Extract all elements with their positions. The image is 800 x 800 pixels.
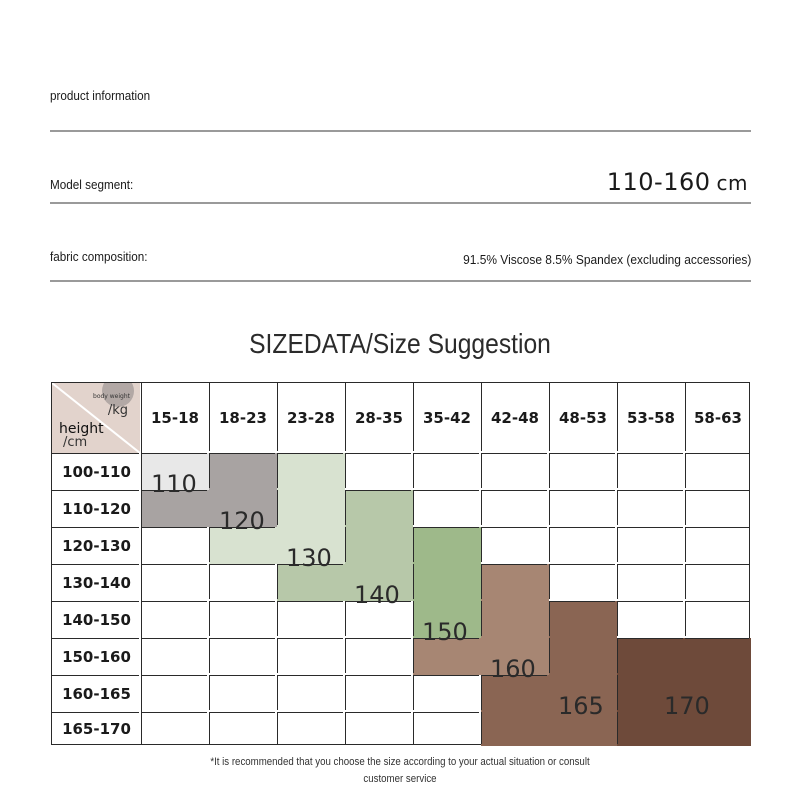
grid-line: [685, 527, 686, 562]
grid-line: [209, 601, 275, 602]
footnote-line-2: customer service: [363, 773, 437, 785]
size-label-150: 150: [422, 618, 468, 646]
grid-line: [413, 453, 479, 454]
grid-line: [209, 601, 210, 636]
grid-line: [413, 601, 414, 636]
grid-line: [141, 527, 207, 528]
fabric-composition-value: 91.5% Viscose 8.5% Spandex (excluding accessories): [462, 252, 751, 267]
weight-column-header: 18-23: [219, 409, 267, 427]
grid-line: [413, 675, 479, 676]
grid-line: [549, 601, 550, 636]
grid-line: [345, 601, 346, 636]
model-segment-label: Model segment:: [50, 177, 134, 192]
weight-column-header: 35-42: [423, 409, 471, 427]
grid-line: [413, 490, 479, 491]
grid-line: [345, 490, 346, 525]
grid-line: [685, 601, 749, 602]
product-information-heading: product information: [50, 88, 151, 103]
grid-line: [209, 638, 210, 673]
size-label-140: 140: [354, 581, 400, 609]
size-label-160: 160: [490, 655, 536, 683]
size-band-120: [209, 453, 277, 490]
grid-line: [481, 527, 547, 528]
size-label-170: 170: [664, 692, 710, 720]
grid-line: [481, 453, 482, 488]
grid-line: [141, 712, 207, 713]
grid-line: [481, 564, 482, 599]
grid-line: [685, 453, 749, 454]
size-label-120: 120: [219, 507, 265, 535]
height-row-header: 165-170: [62, 720, 131, 738]
grid-line: [617, 638, 618, 673]
grid-line: [277, 712, 343, 713]
grid-line: [277, 712, 278, 744]
grid-line: [685, 527, 749, 528]
footnote-line-1: *It is recommended that you choose the size according to your actual situation or consult: [210, 756, 590, 768]
size-label-110: 110: [151, 470, 197, 498]
grid-line: [345, 638, 346, 673]
grid-line: [277, 675, 343, 676]
height-row-header: 160-165: [62, 684, 131, 703]
grid-line: [617, 601, 618, 636]
grid-line: [141, 675, 207, 676]
size-band-165: [549, 601, 617, 746]
grid-line: [685, 564, 686, 599]
grid-line: [345, 675, 346, 710]
grid-line: [481, 490, 482, 525]
height-row-header: 100-110: [62, 462, 131, 481]
height-row-header: 130-140: [62, 573, 131, 592]
weight-column-header: 23-28: [287, 409, 335, 427]
grid-line: [413, 453, 414, 488]
grid-line: [345, 453, 346, 488]
grid-line: [277, 601, 343, 602]
size-suggestion-title: SIZEDATA/Size Suggestion: [249, 328, 551, 359]
corner-height-unit: /cm: [63, 435, 88, 450]
model-segment-unit: cm: [716, 171, 748, 195]
grid-line: [345, 638, 411, 639]
grid-line: [345, 675, 411, 676]
grid-line: [277, 490, 278, 525]
corner-weight-label: body weight: [93, 393, 130, 400]
grid-line: [209, 712, 210, 744]
grid-line: [685, 601, 686, 636]
grid-line: [413, 490, 414, 525]
grid-line: [413, 527, 414, 562]
size-band-165: [481, 675, 549, 746]
grid-line: [277, 453, 343, 454]
height-row-header: 140-150: [62, 610, 131, 629]
grid-line: [141, 638, 207, 639]
grid-line: [209, 638, 275, 639]
grid-line: [481, 490, 547, 491]
grid-line: [549, 453, 550, 488]
grid-line: [413, 638, 414, 673]
grid-line: [617, 527, 618, 562]
grid-line: [209, 527, 210, 562]
grid-line: [549, 527, 615, 528]
grid-line: [617, 564, 683, 565]
corner-weight-unit: /kg: [107, 403, 128, 418]
grid-line: [685, 490, 749, 491]
grid-line: [345, 712, 411, 713]
grid-line: [413, 527, 479, 528]
grid-line: [617, 527, 683, 528]
grid-line: [617, 490, 618, 525]
table-corner-header: [52, 383, 140, 453]
grid-line: [277, 638, 278, 673]
grid-line: [481, 527, 482, 562]
grid-line: [277, 675, 278, 710]
height-row-header: 110-120: [62, 499, 131, 518]
grid-line: [277, 601, 278, 636]
grid-line: [481, 564, 547, 565]
weight-column-header: 42-48: [491, 409, 539, 427]
grid-line: [685, 638, 749, 639]
grid-line: [617, 638, 683, 639]
grid-line: [209, 564, 210, 599]
grid-line: [481, 712, 482, 744]
grid-line: [685, 453, 686, 488]
grid-line: [209, 675, 210, 710]
grid-line: [685, 490, 686, 525]
grid-line: [617, 453, 618, 488]
grid-line: [277, 638, 343, 639]
grid-line: [617, 453, 683, 454]
grid-line: [209, 675, 275, 676]
size-chart-table: [51, 382, 750, 745]
grid-line: [345, 490, 411, 491]
grid-line: [617, 564, 618, 599]
grid-line: [413, 712, 479, 713]
grid-line: [209, 712, 275, 713]
grid-line: [209, 453, 210, 488]
grid-line: [549, 564, 615, 565]
grid-line: [481, 675, 482, 710]
model-segment-value: [607, 168, 748, 196]
grid-line: [549, 490, 550, 525]
grid-line: [277, 564, 278, 599]
grid-line: [549, 638, 550, 673]
grid-line: [413, 712, 414, 744]
grid-line: [481, 601, 482, 636]
grid-line: [549, 490, 615, 491]
corner-height-label: height: [59, 421, 104, 437]
grid-line: [345, 453, 411, 454]
grid-line: [209, 564, 275, 565]
grid-line: [209, 453, 275, 454]
weight-column-header: 53-58: [627, 409, 675, 427]
grid-line: [345, 527, 346, 562]
weight-column-header: 28-35: [355, 409, 403, 427]
grid-line: [413, 675, 414, 710]
divider: [50, 202, 751, 204]
grid-line: [141, 601, 207, 602]
model-segment-range: 110-160: [606, 168, 711, 196]
size-label-165: 165: [558, 692, 604, 720]
weight-column-header: 15-18: [151, 409, 199, 427]
grid-line: [685, 564, 749, 565]
weight-column-header: 48-53: [559, 409, 607, 427]
grid-line: [617, 490, 683, 491]
grid-line: [413, 564, 414, 599]
grid-line: [549, 601, 615, 602]
grid-line: [549, 564, 550, 599]
size-label-130: 130: [286, 544, 332, 572]
grid-line: [617, 601, 683, 602]
grid-line: [549, 453, 615, 454]
divider: [50, 280, 751, 282]
grid-line: [617, 712, 618, 744]
grid-line: [277, 453, 278, 488]
grid-line: [345, 712, 346, 744]
grid-line: [549, 527, 550, 562]
weight-column-header: 58-63: [694, 409, 742, 427]
height-row-header: 150-160: [62, 647, 131, 666]
height-row-header: 120-130: [62, 536, 131, 555]
grid-line: [481, 453, 547, 454]
fabric-composition-label: fabric composition:: [50, 249, 148, 264]
divider: [50, 130, 751, 132]
grid-line: [141, 564, 207, 565]
grid-line: [141, 453, 207, 454]
grid-line: [617, 675, 618, 710]
